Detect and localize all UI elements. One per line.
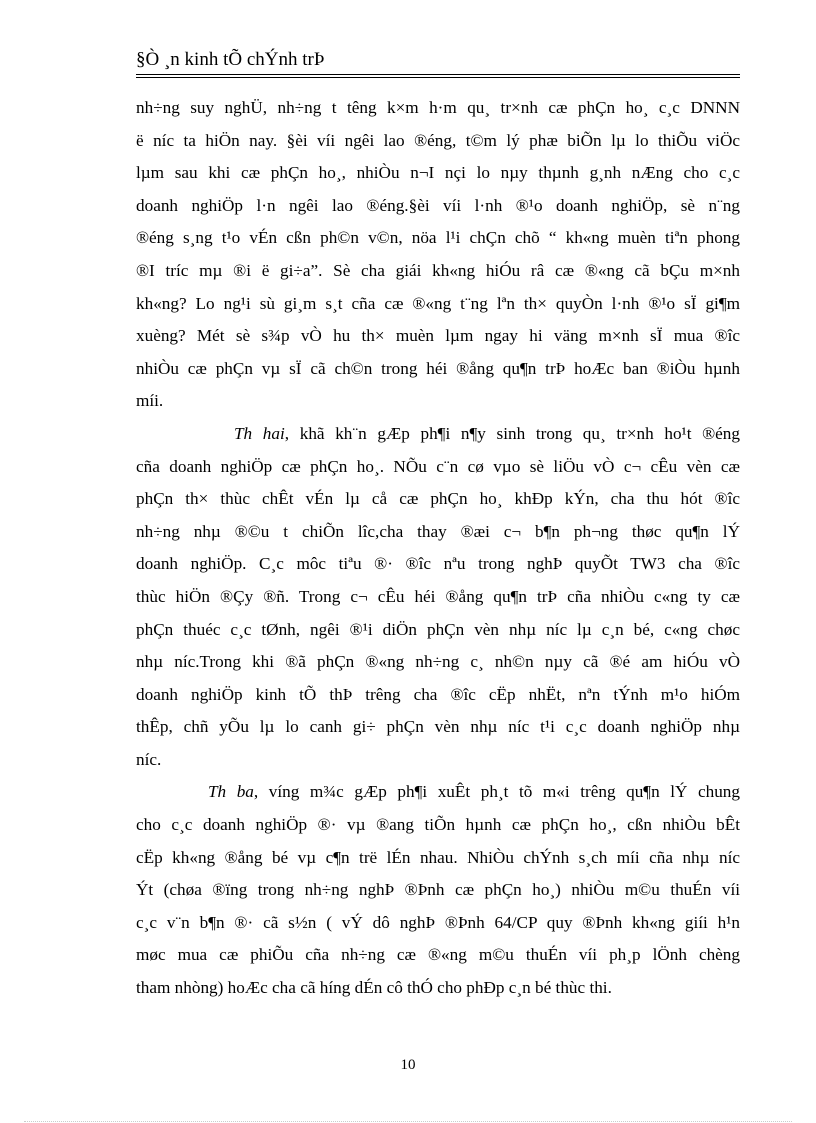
text-line: nhµ níc.Trong khi ®ã phÇn ®«ng nh÷ng c¸ nh©n nµy cã ®é am hiÓu vÒ [136,652,740,672]
text-line [136,418,740,451]
text-line: lµm sau khi cæ phÇn ho¸, nhiÒu n¬I nçi lo nµy thµnh g¸nh nÆng cho c¸c [136,163,740,183]
paragraph-lead: Th hai [234,423,285,443]
text-line: doanh nghiÖp kinh tÕ thÞ trêng cha ®îc cËp nhËt, nªn tÝnh m¹o hiÓm [136,684,740,704]
text-line: cña doanh nghiÖp cæ phÇn ho¸. NÕu c¨n cø vµo sè liÖu vÒ c¬ cÊu vèn cæ [136,456,740,476]
text-line: míi. [136,391,164,411]
text-line: Ýt (chøa ®ïng trong nh÷ng nghÞ ®Þnh cæ phÇn ho¸) nhiÒu m©u thuÉn víi [136,880,740,900]
text-line: níc. [136,749,162,769]
text-line: nh÷ng suy nghÜ, nh÷ng t têng k×m h·m qu¸ tr×nh cæ phÇn ho¸ c¸c DNNN [136,98,740,117]
page-header [136,46,740,78]
paragraph [136,92,740,418]
text-line: phÇn thuéc c¸c tØnh, ngêi ®¹i diÖn phÇn vèn nhµ níc lµ c¸n bé, c«ng chøc [136,619,740,639]
text-line: ®éng s¸ng t¹o vÉn cßn ph©n v©n, nöa l¹i chÇn chõ “ kh«ng muèn tiªn phong [136,228,740,248]
header-rule [136,74,740,75]
header-title: §Ò ¸n kinh tÕ chÝnh trÞ [136,49,325,70]
text-line: tham nhòng) hoÆc cha cã híng dÉn cô thÓ cho phÐp c¸n bé thùc thi. [136,978,612,998]
text-line: ®I tríc mµ ®i ë gi÷a”. Sè cha giái kh«ng hiÓu râ cæ ®«ng cã bÇu m×nh [136,260,740,280]
text-line: doanh nghiÖp. C¸c môc tiªu ®· ®îc nªu trong nghÞ quyÕt TW3 cha ®îc [136,554,740,574]
text-line: cËp kh«ng ®ång bé vµ c¶n trë lÉn nhau. NhiÒu chÝnh s¸ch míi cña nhµ níc [136,847,740,867]
document-body [136,92,740,1005]
text-line: nhiÒu cæ phÇn vµ sÏ cã ch©n trong héi ®ång qu¶n trÞ hoÆc ban ®iÒu hµnh [136,358,740,378]
text-line: xuèng? Mét sè s¾p vÒ hu th× muèn lµm ngay hi väng m×nh sÏ mua ®îc [136,326,740,346]
text-line: ë níc ta hiÖn nay. §èi víi ngêi lao ®éng, t©m lý phæ biÕn lµ lo thiÕu viÖc [136,130,740,150]
paragraph [136,418,740,777]
text-line: cho c¸c doanh nghiÖp ®· vµ ®ang tiÕn hµnh cæ phÇn ho¸, cßn nhiÒu bÊt [136,815,740,835]
header-rule-secondary [136,77,740,78]
text-line: doanh nghiÖp l·n ngêi lao ®éng.§èi víi l·nh ®¹o doanh nghiÖp, sè n¨ng [136,195,740,215]
text-line: møc mua cæ phiÕu cña nh÷ng cæ ®«ng m©u thuÉn víi ph¸p lÖnh chèng [136,945,740,965]
paragraph [136,776,740,1004]
page-number: 10 [400,1057,416,1073]
text-line: c¸c v¨n b¶n ®· cã s½n ( vÝ dô nghÞ ®Þnh 64/CP quy ®Þnh kh«ng giíi h¹n [136,912,740,932]
page-bottom-edge [24,1121,792,1122]
text-line: thÊp, chñ yÕu lµ lo canh gi÷ phÇn vèn nhµ níc t¹i c¸c doanh nghiÖp nhµ [136,717,740,737]
text-line-rest: , víng m¾c gÆp ph¶i xuÊt ph¸t tõ m«i trêng qu¶n lÝ chung [253,782,740,802]
text-line: thùc hiÖn ®Çy ®ñ. Trong c¬ cÊu héi ®ång qu¶n trÞ cña nhiÒu c«ng ty cæ [136,586,740,606]
text-line: nh÷ng nhµ ®©u t chiÕn lîc,cha thay ®æi c¬ b¶n ph¬ng thøc qu¶n lÝ [136,521,740,541]
text-line: kh«ng? Lo ng¹i sù gi¸m s¸t cña cæ ®«ng t¨ng lªn th× quyÒn l·nh ®¹o sÏ gi¶m [136,293,740,313]
paragraph-lead: Th ba [208,782,254,802]
text-line: phÇn th× thùc chÊt vÉn lµ cå cæ phÇn ho¸ khÐp kÝn, cha thu hót ®îc [136,489,740,509]
text-line [136,776,740,809]
text-line-rest: , khã kh¨n gÆp ph¶i n¶y sinh trong qu¸ tr×nh ho¹t ®éng [284,423,740,443]
